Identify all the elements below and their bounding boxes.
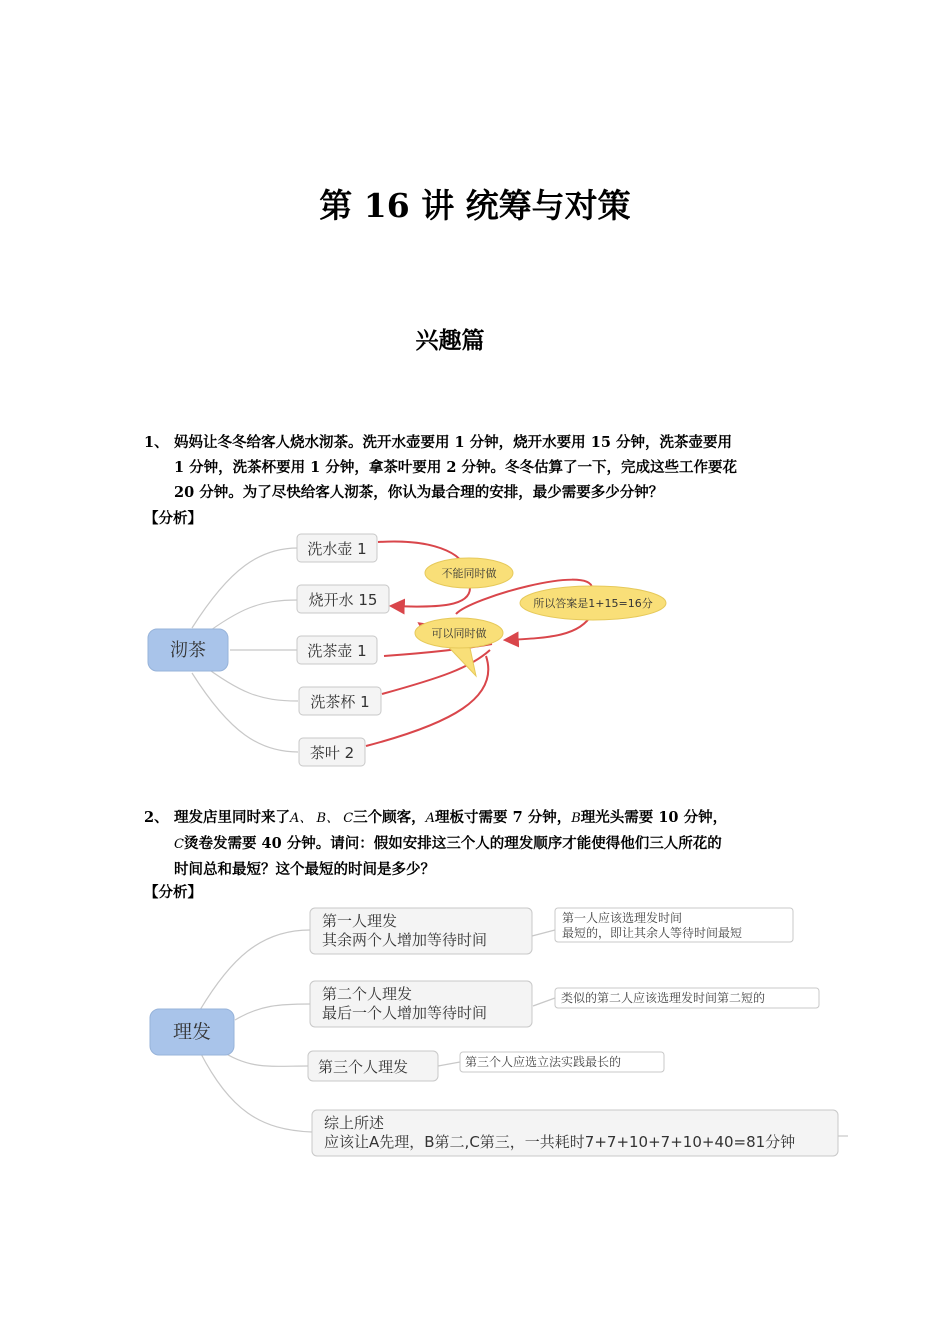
bubble-answer <box>520 586 666 620</box>
page-title: 第 16 讲 统筹与对策 <box>319 186 631 225</box>
svg-text:其余两个人增加等待时间: 其余两个人增加等待时间 <box>322 931 488 949</box>
svg-text:洗茶壶 1: 洗茶壶 1 <box>307 642 367 660</box>
question-line: C烫卷发需要 40 分钟。请问：假如安排这三个人的理发顺序才能使得他们三人所花的 <box>174 835 722 852</box>
svg-text:第三个人理发: 第三个人理发 <box>318 1058 409 1076</box>
question-line: 1 分钟，洗茶杯要用 1 分钟，拿茶叶要用 2 分钟。冬冬估算了一下，完成这些工作要花 <box>174 459 738 476</box>
svg-text:类似的第二人应该选理发时间第二短的: 类似的第二人应该选理发时间第二短的 <box>561 991 766 1005</box>
reason-node <box>308 1051 438 1081</box>
svg-text:不能同时做: 不能同时做 <box>441 567 497 580</box>
root-label: 沏茶 <box>170 640 206 661</box>
svg-text:第三个人应选立法实践最长的: 第三个人应选立法实践最长的 <box>465 1055 622 1069</box>
svg-text:最短的，即让其余人等待时间最短: 最短的，即让其余人等待时间最短 <box>562 926 743 940</box>
step-node <box>299 738 365 766</box>
mindmap-haircut <box>140 900 850 1162</box>
svg-text:应该让A先理，B第二,C第三，一共耗时7+7+10+7+10: 应该让A先理，B第二,C第三，一共耗时7+7+10+7+10+40=81分钟 <box>324 1133 796 1151</box>
branch-lines <box>200 930 848 1136</box>
reason-node <box>310 908 532 954</box>
step-node <box>297 534 377 562</box>
step-node <box>299 687 381 715</box>
bubble-can <box>415 618 503 676</box>
section-subtitle: 兴趣篇 <box>415 327 485 354</box>
question-line: 妈妈让冬冬给客人烧水沏茶。洗开水壶要用 1 分钟，烧开水要用 15 分钟，洗茶壶要用 <box>174 434 732 451</box>
question-line: 时间总和最短？这个最短的时间是多少？ <box>174 861 435 878</box>
question-line: 20 分钟。为了尽快给客人沏茶，你认为最合理的安排，最少需要多少分钟？ <box>174 484 664 501</box>
mindmap-tea <box>140 528 700 773</box>
analysis-label: 【分析】 <box>144 510 202 527</box>
comment-box <box>460 1052 664 1072</box>
root-label: 理发 <box>172 1021 212 1043</box>
svg-text:第一人理发: 第一人理发 <box>322 912 398 930</box>
step-node <box>297 636 377 664</box>
comment-box <box>555 908 793 942</box>
svg-text:综上所述: 综上所述 <box>324 1114 385 1132</box>
step-node <box>297 585 389 613</box>
question-line: 理发店里同时来了A、 B、 C三个顾客，A理板寸需要 7 分钟，B理光头需要 10 分钟， <box>174 809 728 826</box>
svg-text:洗水壶 1: 洗水壶 1 <box>307 540 367 558</box>
conclusion-node <box>312 1110 838 1156</box>
reason-node <box>310 981 532 1027</box>
svg-text:最后一个人增加等待时间: 最后一个人增加等待时间 <box>322 1004 488 1022</box>
svg-text:第一人应该选理发时间: 第一人应该选理发时间 <box>562 911 683 925</box>
question-number: 2、 <box>144 809 169 826</box>
comment-box <box>555 988 819 1008</box>
analysis-label: 【分析】 <box>144 884 202 901</box>
question-1 <box>144 430 814 505</box>
svg-text:所以答案是1+15=16分: 所以答案是1+15=16分 <box>533 597 653 610</box>
svg-text:茶叶 2: 茶叶 2 <box>309 744 355 762</box>
svg-text:可以同时做: 可以同时做 <box>431 627 487 640</box>
root-node <box>148 629 228 671</box>
svg-text:第二个人理发: 第二个人理发 <box>322 985 413 1003</box>
root-node <box>150 1009 234 1055</box>
bubble-cannot <box>425 558 513 588</box>
question-2 <box>144 805 814 882</box>
question-number: 1、 <box>144 434 169 451</box>
svg-text:洗茶杯 1: 洗茶杯 1 <box>310 693 370 711</box>
svg-text:烧开水 15: 烧开水 15 <box>308 591 378 609</box>
